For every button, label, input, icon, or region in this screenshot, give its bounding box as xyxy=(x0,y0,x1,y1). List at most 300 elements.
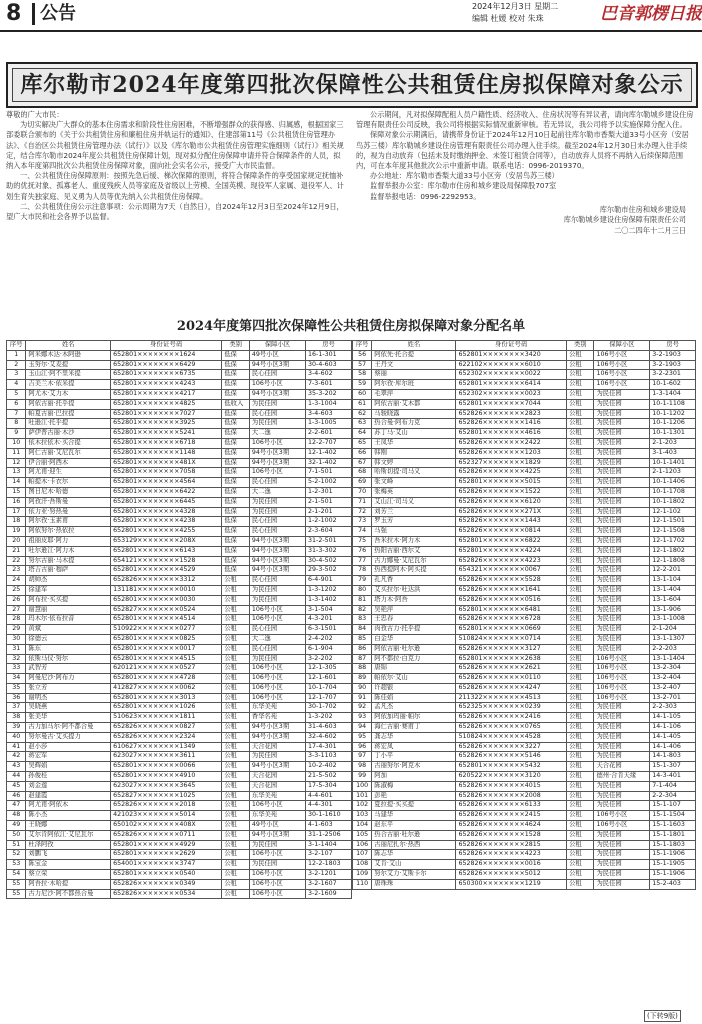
id-number: 652826××××××××1203 xyxy=(456,448,567,458)
id-number: 510623××××××××1811 xyxy=(111,713,222,723)
estate-name: 为民佳园 xyxy=(594,713,650,723)
row-number: 89 xyxy=(353,674,372,684)
category: 公租 xyxy=(567,458,594,468)
room-number: 5-2-1002 xyxy=(306,478,352,488)
category: 公租 xyxy=(567,644,594,654)
id-number: 652826××××××××4225 xyxy=(456,468,567,478)
id-number: 652826××××××××3127 xyxy=(456,644,567,654)
header-cell: 姓名 xyxy=(26,341,111,351)
id-number: 652826××××××××3227 xyxy=(456,742,567,752)
notice-office: 监督举报办公室：库尔勒市住房和城乡建设局保障股707室 xyxy=(370,181,557,191)
row-number: 48 xyxy=(7,811,26,821)
estate-name: 民心佳园 xyxy=(249,517,305,527)
category: 公租 xyxy=(222,615,250,625)
table-row xyxy=(7,879,352,889)
id-number: 652826××××××××1416 xyxy=(456,419,567,429)
person-name: 胡帅杰 xyxy=(26,576,111,586)
row-number: 84 xyxy=(353,625,372,635)
table-row xyxy=(353,419,696,429)
room-number: 12-1-601 xyxy=(306,674,352,684)
table-row xyxy=(7,409,352,419)
id-number: 510824××××××××4528 xyxy=(456,732,567,742)
id-number: 652826××××××××3312 xyxy=(111,576,222,586)
id-number: 652801××××××××0017 xyxy=(111,644,222,654)
category: 公租 xyxy=(567,468,594,478)
category: 公租 xyxy=(222,674,250,684)
person-name: 龚志华 xyxy=(372,732,456,742)
room-number: 13-1-604 xyxy=(650,595,696,605)
room-number: 15-1-1905 xyxy=(650,860,696,870)
room-number: 10-1-1401 xyxy=(650,458,696,468)
table-row xyxy=(7,517,352,527)
category: 公租 xyxy=(567,360,594,370)
category: 公租 xyxy=(567,664,594,674)
row-number: 94 xyxy=(353,723,372,733)
row-number: 36 xyxy=(7,693,26,703)
estate-name: 106号小区 xyxy=(594,674,650,684)
room-number: 13-1-404 xyxy=(650,585,696,595)
table-row xyxy=(353,546,696,556)
table-row xyxy=(353,585,696,595)
estate-name: 大二逸 xyxy=(249,487,305,497)
table-row xyxy=(7,840,352,850)
row-number: 10 xyxy=(7,438,26,448)
room-number: 3-1-403 xyxy=(650,448,696,458)
person-name: 张美华 xyxy=(26,713,111,723)
id-number: 510922××××××××0277 xyxy=(111,625,222,635)
category: 低保 xyxy=(222,429,250,439)
notice-paragraph: 公示期间，凡对拟保障配租人员户籍性质、经济收入、住房状况等有异议者，请向库尔勒城乡建设住房管理有限责任公司反映，我公司将根据实际情况重新审核。若无异议，我公司将予以实施保障分配入住。 xyxy=(356,110,694,130)
person-name: 艾肯·艾山 xyxy=(372,860,456,870)
room-number: 3-1-504 xyxy=(306,605,352,615)
person-name: 努尔曼古·艾买提力 xyxy=(26,732,111,742)
room-number: 13-2-701 xyxy=(650,693,696,703)
room-number: 13-1-1307 xyxy=(650,634,696,644)
person-name: 赵建霞 xyxy=(26,791,111,801)
room-number: 32-1-402 xyxy=(306,458,352,468)
person-name: 陈佳娟 xyxy=(372,693,456,703)
estate-name: 天合花园 xyxy=(594,762,650,772)
room-number: 10-1-1802 xyxy=(650,497,696,507)
estate-name: 民心佳园 xyxy=(249,625,305,635)
person-name: 刘芳兰 xyxy=(372,507,456,517)
person-name: 蔡立荣 xyxy=(26,870,111,880)
category: 公租 xyxy=(222,585,250,595)
room-number: 30-4-603 xyxy=(306,360,352,370)
id-number: 622102××××××××6010 xyxy=(456,360,567,370)
id-number: 654321××××××××0067 xyxy=(456,566,567,576)
room-number: 3-2-202 xyxy=(306,654,352,664)
row-number: 61 xyxy=(353,399,372,409)
estate-name: 106号小区 xyxy=(249,468,305,478)
category: 低保 xyxy=(222,536,250,546)
room-number: 14-1-405 xyxy=(650,732,696,742)
room-number: 12-1-1501 xyxy=(650,517,696,527)
row-number: 34 xyxy=(7,674,26,684)
header-cell: 类别 xyxy=(567,341,594,351)
room-number: 15-1-1603 xyxy=(650,821,696,831)
row-number: 32 xyxy=(7,654,26,664)
id-number: 652801××××××××0030 xyxy=(111,595,222,605)
category: 公租 xyxy=(222,801,250,811)
header-cell: 姓名 xyxy=(372,341,456,351)
category: 公租 xyxy=(567,762,594,772)
estate-name: 民心佳园 xyxy=(249,576,305,586)
estate-name: 106号小区 xyxy=(249,693,305,703)
estate-name: 106号小区 xyxy=(594,664,650,674)
table-row xyxy=(353,380,696,390)
person-name: 韩刚 xyxy=(372,448,456,458)
id-number: 652801××××××××481X xyxy=(111,458,222,468)
row-number: 78 xyxy=(353,566,372,576)
category: 公租 xyxy=(567,448,594,458)
room-number: 3-2-107 xyxy=(306,850,352,860)
person-name: 谢慧丽 xyxy=(26,605,111,615)
room-number: 2-2-303 xyxy=(650,703,696,713)
category: 公租 xyxy=(567,487,594,497)
category: 公租 xyxy=(567,791,594,801)
room-number: 4-3-201 xyxy=(306,615,352,625)
category: 公租 xyxy=(222,742,250,752)
room-number: 1-3-202 xyxy=(306,713,352,723)
row-number: 2 xyxy=(7,360,26,370)
category: 公租 xyxy=(222,576,250,586)
category: 公租 xyxy=(567,399,594,409)
estate-name: 为民佳园 xyxy=(594,595,650,605)
room-number: 12-1-1808 xyxy=(650,556,696,566)
person-name: 刘鹏飞 xyxy=(26,850,111,860)
room-number: 15-1-307 xyxy=(650,762,696,772)
signature-line: 库尔勒市住房和城乡建设局 xyxy=(599,204,686,214)
table-row xyxy=(353,566,696,576)
row-number: 91 xyxy=(353,693,372,703)
room-number: 12-1-402 xyxy=(306,448,352,458)
person-name: 孟凡杰 xyxy=(372,703,456,713)
room-number: 2-1-204 xyxy=(650,625,696,635)
room-number: 13-2-407 xyxy=(650,683,696,693)
id-number: 652826××××××××4624 xyxy=(456,821,567,831)
table-row xyxy=(7,468,352,478)
estate-name: 东华美苑 xyxy=(249,811,305,821)
room-number: 14-1-106 xyxy=(650,723,696,733)
table-row xyxy=(353,840,696,850)
row-number: 13 xyxy=(7,468,26,478)
id-number: 652826××××××××2018 xyxy=(111,801,222,811)
id-number: 652801××××××××1026 xyxy=(111,703,222,713)
id-number: 652801××××××××4616 xyxy=(456,429,567,439)
room-number: 12-2-1803 xyxy=(306,860,352,870)
estate-name: 为民佳园 xyxy=(594,497,650,507)
row-number: 99 xyxy=(353,772,372,782)
estate-name: 大二逸 xyxy=(249,634,305,644)
row-number: 107 xyxy=(353,850,372,860)
row-number: 77 xyxy=(353,556,372,566)
category: 公租 xyxy=(567,811,594,821)
estate-name: 94号小区3期 xyxy=(249,566,305,576)
room-number: 12-2-201 xyxy=(650,566,696,576)
person-name: 许超银 xyxy=(372,683,456,693)
estate-name: 94号小区3期 xyxy=(249,762,305,772)
person-name: 热合曼·阿布力克 xyxy=(372,419,456,429)
category: 低保 xyxy=(222,419,250,429)
category: 公租 xyxy=(567,497,594,507)
category: 低保 xyxy=(222,448,250,458)
id-number: 652801××××××××6422 xyxy=(111,487,222,497)
room-number: 10-1-602 xyxy=(650,380,696,390)
table-title: 2024年度第四批次保障性公共租赁住房拟保障对象分配名单 xyxy=(176,319,526,334)
id-number: 652826××××××××2415 xyxy=(456,811,567,821)
row-number: 30 xyxy=(7,634,26,644)
table-row xyxy=(7,634,352,644)
table-row xyxy=(7,664,352,674)
person-name: 黄斌 xyxy=(26,625,111,635)
estate-name: 为民佳园 xyxy=(594,634,650,644)
person-name: 阿尤木·艾力木 xyxy=(26,389,111,399)
row-number: 67 xyxy=(353,458,372,468)
row-number: 20 xyxy=(7,536,26,546)
row-number: 27 xyxy=(7,605,26,615)
row-number: 49 xyxy=(7,821,26,831)
category: 公租 xyxy=(567,830,594,840)
estate-name: 大二逸 xyxy=(249,429,305,439)
person-name: 海仁古丽·赛甫丁 xyxy=(372,723,456,733)
estate-name: 106号小区 xyxy=(249,664,305,674)
category: 公租 xyxy=(222,595,250,605)
person-name: 陈东 xyxy=(26,644,111,654)
headline-box xyxy=(6,62,698,108)
table-row xyxy=(353,487,696,497)
category: 公租 xyxy=(222,723,250,733)
room-number: 10-1-1108 xyxy=(650,399,696,409)
person-name: 阿尔孜·库尔班 xyxy=(372,380,456,390)
id-number: 652801××××××××4238 xyxy=(111,517,222,527)
person-name: 阿曼尼沙·阿布力 xyxy=(26,674,111,684)
table-row xyxy=(353,370,696,380)
row-number: 35 xyxy=(7,683,26,693)
id-number: 652826××××××××0534 xyxy=(111,889,222,899)
table-row xyxy=(7,889,352,899)
person-name: 韩文婷 xyxy=(372,458,456,468)
estate-name: 为民佳园 xyxy=(594,879,650,889)
page-number: 8 xyxy=(6,1,22,26)
estate-name: 为民佳园 xyxy=(594,527,650,537)
table-row xyxy=(353,674,696,684)
room-number: 15-1-1906 xyxy=(650,850,696,860)
row-number: 92 xyxy=(353,703,372,713)
room-number: 10-1-1202 xyxy=(650,409,696,419)
estate-name: 为民佳园 xyxy=(594,840,650,850)
table-row xyxy=(353,830,696,840)
estate-name: 为民佳园 xyxy=(249,860,305,870)
person-name: 吴晓燕 xyxy=(26,703,111,713)
row-number: 17 xyxy=(7,507,26,517)
table-row xyxy=(7,419,352,429)
person-name: 阿依古丽·艾木都 xyxy=(372,399,456,409)
room-number: 12-1-707 xyxy=(306,693,352,703)
category: 公租 xyxy=(222,870,250,880)
category: 公租 xyxy=(567,870,594,880)
category: 公租 xyxy=(567,674,594,684)
row-number: 87 xyxy=(353,654,372,664)
category: 公租 xyxy=(222,850,250,860)
person-name: 阿依先·托合提 xyxy=(372,350,456,360)
room-number: 30-4-502 xyxy=(306,556,352,566)
room-number: 6-3-1501 xyxy=(306,625,352,635)
category: 公租 xyxy=(222,840,250,850)
id-number: 652801××××××××4910 xyxy=(111,772,222,782)
room-number: 3-2-1903 xyxy=(650,360,696,370)
person-name: 热西提阿木·阿买提 xyxy=(372,566,456,576)
estate-name: 民心佳园 xyxy=(249,478,305,488)
id-number: 652826××××××××6728 xyxy=(456,615,567,625)
category: 公租 xyxy=(567,566,594,576)
category: 公租 xyxy=(567,625,594,635)
category: 公租 xyxy=(222,811,250,821)
table-row xyxy=(353,713,696,723)
category: 低保 xyxy=(222,438,250,448)
table-row xyxy=(353,860,696,870)
estate-name: 为民佳园 xyxy=(594,389,650,399)
row-number: 76 xyxy=(353,546,372,556)
person-name: 阿依古丽·托乎提 xyxy=(26,399,111,409)
category: 公租 xyxy=(567,693,594,703)
table-row xyxy=(353,654,696,664)
estate-name: 为民佳园 xyxy=(594,585,650,595)
row-number: 29 xyxy=(7,625,26,635)
table-row xyxy=(7,556,352,566)
row-number: 11 xyxy=(7,448,26,458)
room-number: 2-2-203 xyxy=(650,644,696,654)
category: 低保 xyxy=(222,478,250,488)
category: 公租 xyxy=(567,595,594,605)
table-row xyxy=(7,546,352,556)
id-number: 652801××××××××4728 xyxy=(111,674,222,684)
table-row xyxy=(7,527,352,537)
estate-name: 天合花园 xyxy=(249,781,305,791)
category: 公租 xyxy=(222,821,250,831)
estate-name: 106号小区 xyxy=(249,615,305,625)
id-number: 652302××××××××0023 xyxy=(456,389,567,399)
category: 公租 xyxy=(567,723,594,733)
person-name: 赵东平 xyxy=(372,821,456,831)
category: 低保 xyxy=(222,389,250,399)
person-name: 蒋宏军 xyxy=(26,752,111,762)
person-name: 阿仁古丽·艾尼瓦尔 xyxy=(26,448,111,458)
category: 公租 xyxy=(567,860,594,870)
person-name: 丁小平 xyxy=(372,752,456,762)
table-row xyxy=(353,517,696,527)
room-number: 2-1-1203 xyxy=(650,468,696,478)
person-name: 夏拉提·买买提 xyxy=(372,801,456,811)
row-number: 26 xyxy=(7,595,26,605)
estate-name: 106号小区 xyxy=(594,360,650,370)
person-name: 阿尔孜·玉素甫 xyxy=(26,517,111,527)
category: 公租 xyxy=(567,615,594,625)
row-number: 74 xyxy=(353,527,372,537)
row-number: 21 xyxy=(7,546,26,556)
row-number: 9 xyxy=(7,429,26,439)
row-number: 37 xyxy=(7,703,26,713)
id-number: 652801××××××××3420 xyxy=(456,350,567,360)
category: 低保 xyxy=(222,507,250,517)
header-cell: 序号 xyxy=(353,341,372,351)
row-number: 7 xyxy=(7,409,26,419)
row-number: 58 xyxy=(353,370,372,380)
table-row xyxy=(353,399,696,409)
category: 公租 xyxy=(567,507,594,517)
estate-name: 为民佳园 xyxy=(594,703,650,713)
room-number: 12-1-1702 xyxy=(650,536,696,546)
category: 公租 xyxy=(567,585,594,595)
category: 公租 xyxy=(222,752,250,762)
row-number: 90 xyxy=(353,683,372,693)
person-name: 古丽尼扎尔·热西 xyxy=(372,840,456,850)
category: 公租 xyxy=(222,683,250,693)
table-row xyxy=(353,683,696,693)
category: 公租 xyxy=(222,634,250,644)
estate-name: 为民佳园 xyxy=(594,644,650,654)
id-number: 652302××××××××0022 xyxy=(456,370,567,380)
table-row xyxy=(7,821,352,831)
estate-name: 为民佳园 xyxy=(594,830,650,840)
row-number: 18 xyxy=(7,517,26,527)
person-name: 唐锦 xyxy=(372,664,456,674)
category: 公租 xyxy=(567,419,594,429)
room-number: 3-2-1201 xyxy=(306,870,352,880)
row-number: 57 xyxy=(353,360,372,370)
category: 公租 xyxy=(567,517,594,527)
id-number: 652327××××××××1829 xyxy=(456,458,567,468)
estate-name: 为民佳园 xyxy=(594,860,650,870)
estate-name: 为民佳园 xyxy=(594,468,650,478)
row-number: 8 xyxy=(7,419,26,429)
header-cell: 保障小区 xyxy=(594,341,650,351)
id-number: 652801××××××××5015 xyxy=(456,478,567,488)
notice-salutation: 尊敬的广大市民： xyxy=(6,110,64,119)
estate-name: 为民佳园 xyxy=(594,517,650,527)
person-name: 马建华 xyxy=(372,811,456,821)
row-number: 108 xyxy=(353,860,372,870)
row-number: 70 xyxy=(353,487,372,497)
room-number: 1-2-301 xyxy=(306,487,352,497)
estate-name: 民心佳园 xyxy=(249,644,305,654)
person-name: 古丽努尔·阿克木 xyxy=(372,762,456,772)
room-number: 4-4-601 xyxy=(306,791,352,801)
id-number: 652801××××××××0825 xyxy=(111,634,222,644)
row-number: 105 xyxy=(353,830,372,840)
row-number: 79 xyxy=(353,576,372,586)
table-row xyxy=(353,625,696,635)
room-number: 10-1-1708 xyxy=(650,487,696,497)
estate-name: 106号小区 xyxy=(249,801,305,811)
id-number: 211322××××××××4513 xyxy=(456,693,567,703)
id-number: 623027××××××××3611 xyxy=(111,752,222,762)
person-name: 玉山江·阿不里米提 xyxy=(26,370,111,380)
header-cell: 保障小区 xyxy=(249,341,305,351)
id-number: 652801××××××××6414 xyxy=(456,380,567,390)
person-name: 唐珠珠 xyxy=(372,879,456,889)
table-row xyxy=(7,654,352,664)
table-row xyxy=(353,448,696,458)
section-name: 公告 xyxy=(32,3,76,25)
room-number: 13-2-304 xyxy=(650,664,696,674)
table-row xyxy=(7,380,352,390)
table-row xyxy=(353,615,696,625)
estate-name: 为民佳园 xyxy=(594,781,650,791)
id-number: 652826××××××××0814 xyxy=(456,527,567,537)
person-name: 图日尼木·哈德 xyxy=(26,487,111,497)
person-name: 刘金莲 xyxy=(26,781,111,791)
